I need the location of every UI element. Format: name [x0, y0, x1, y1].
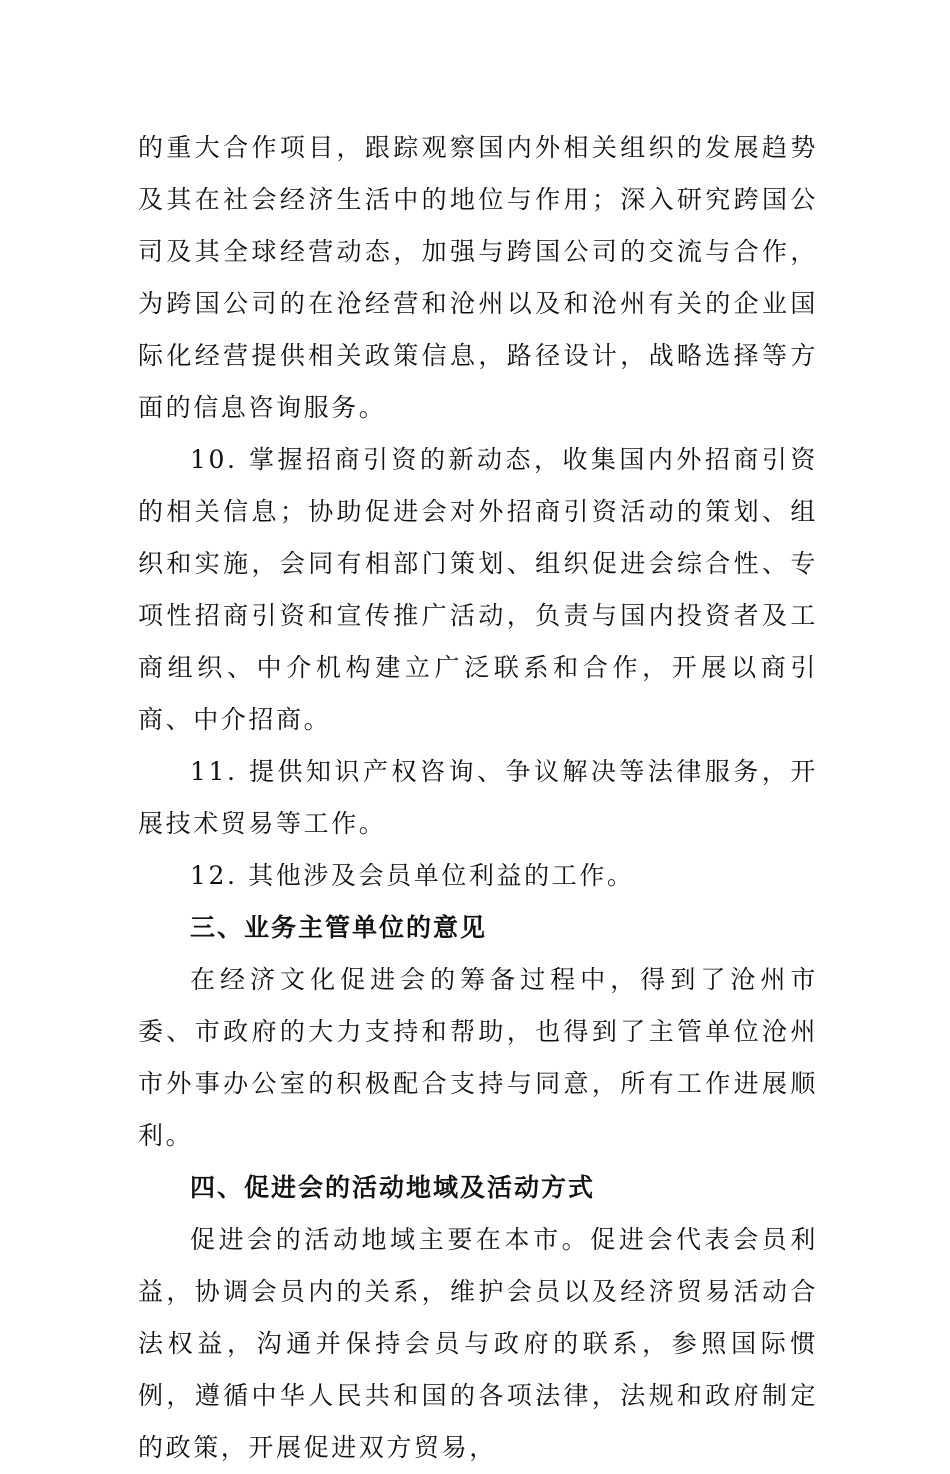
- paragraph-section-3: 在经济文化促进会的筹备过程中，得到了沧州市委、市政府的大力支持和帮助，也得到了主管单位沧州市外事办公室的积极配合支持与同意，所有工作进展顺利。: [138, 965, 818, 1150]
- section-heading-4: 四、促进会的活动地域及活动方式: [190, 1173, 596, 1202]
- paragraph-item-10: 10. 掌握招商引资的新动态，收集国内外招商引资的相关信息；协助促进会对外招商引资活动的策划、组织和实施，会同有相部门策划、组织促进会综合性、专项性招商引资和宣传推广活动，负责与国内投资者及工商组织、中介机构建立广泛联系和合作，开展以商引商、中介招商。: [138, 445, 818, 734]
- paragraph-item-11: 11. 提供知识产权咨询、争议解决等法律服务，开展技术贸易等工作。: [138, 757, 818, 838]
- document-body: [138, 122, 818, 1474]
- paragraph-item-12: 12. 其他涉及会员单位利益的工作。: [190, 861, 635, 890]
- paragraph-section-4: 促进会的活动地域主要在本市。促进会代表会员利益，协调会员内的关系，维护会员以及经济贸易活动合法权益，沟通并保持会员与政府的联系，参照国际惯例，遵循中华人民共和国的各项法律，法规和政府制定的政策，开展促进双方贸易，: [138, 1225, 818, 1462]
- paragraph-continuation: 的重大合作项目，跟踪观察国内外相关组织的发展趋势及其在社会经济生活中的地位与作用；深入研究跨国公司及其全球经营动态，加强与跨国公司的交流与合作，为跨国公司的在沧经营和沧州以及和沧州有关的企业国际化经营提供相关政策信息，路径设计，战略选择等方面的信息咨询服务。: [138, 133, 818, 422]
- section-heading-3: 三、业务主管单位的意见: [190, 913, 488, 942]
